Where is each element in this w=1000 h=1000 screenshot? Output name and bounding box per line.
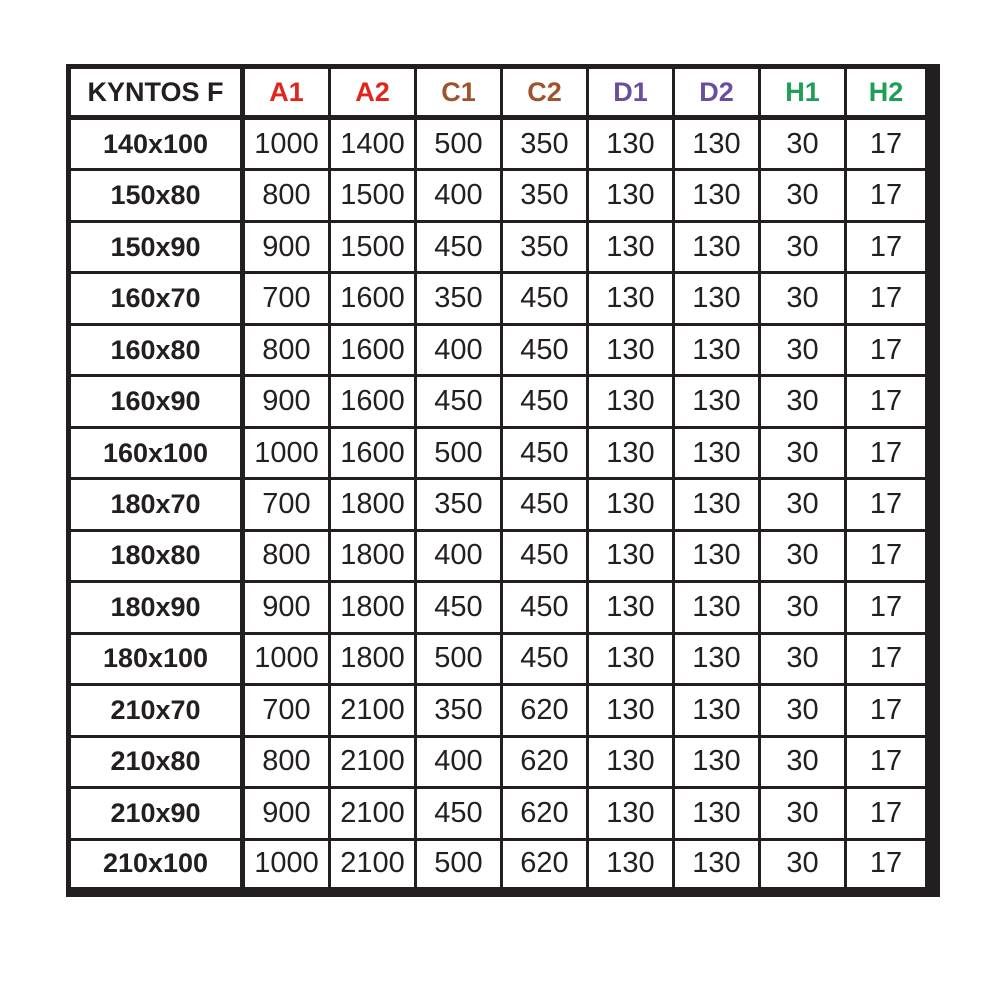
table-cell-c1: 500 [417,120,500,168]
table-cell-d1: 130 [589,532,672,580]
table-cell-h2: 17 [847,120,925,168]
table-cell-h2: 17 [847,429,925,477]
table-cell-a1: 800 [245,532,328,580]
table-cell-a1: 700 [245,480,328,528]
header-model-name: KYNTOS F [71,69,240,115]
table-cell-h2: 17 [847,532,925,580]
table-cell-c2: 450 [503,429,586,477]
table-cell-d1: 130 [589,686,672,734]
table-cell-d2: 130 [675,120,758,168]
row-size-label: 210x90 [71,789,240,837]
column-header-c1: C1 [417,69,500,115]
table-cell-c2: 450 [503,274,586,322]
table-cell-c2: 350 [503,171,586,219]
table-cell-a1: 1000 [245,429,328,477]
table-cell-a2: 2100 [331,841,414,887]
table-cell-h2: 17 [847,377,925,425]
table-cell-d1: 130 [589,841,672,887]
table-cell-d1: 130 [589,377,672,425]
table-cell-c2: 450 [503,326,586,374]
table-cell-a1: 1000 [245,841,328,887]
row-size-label: 180x100 [71,635,240,683]
table-cell-h1: 30 [761,841,844,887]
table-cell-d1: 130 [589,583,672,631]
table-cell-a1: 800 [245,326,328,374]
row-size-label: 180x90 [71,583,240,631]
table-cell-a1: 900 [245,789,328,837]
table-cell-d2: 130 [675,429,758,477]
table-cell-h2: 17 [847,789,925,837]
table-cell-c2: 620 [503,738,586,786]
table-cell-d2: 130 [675,532,758,580]
table-cell-a1: 800 [245,738,328,786]
table-cell-c2: 450 [503,480,586,528]
table-cell-h1: 30 [761,480,844,528]
table-cell-h2: 17 [847,635,925,683]
table-cell-c2: 620 [503,841,586,887]
table-cell-d2: 130 [675,583,758,631]
table-cell-a1: 1000 [245,635,328,683]
table-cell-c2: 350 [503,120,586,168]
row-size-label: 160x70 [71,274,240,322]
column-header-h1: H1 [761,69,844,115]
table-cell-a2: 1600 [331,377,414,425]
table-cell-c1: 350 [417,274,500,322]
table-cell-a2: 1600 [331,274,414,322]
column-header-d1: D1 [589,69,672,115]
table-cell-h2: 17 [847,841,925,887]
table-cell-c1: 350 [417,686,500,734]
table-cell-h1: 30 [761,738,844,786]
dimensions-table [66,64,940,897]
table-cell-a2: 1500 [331,171,414,219]
table-cell-c2: 350 [503,223,586,271]
table-cell-a2: 1500 [331,223,414,271]
column-header-h2: H2 [847,69,925,115]
table-cell-c1: 350 [417,480,500,528]
column-header-a2: A2 [331,69,414,115]
table-cell-h2: 17 [847,686,925,734]
table-cell-a2: 2100 [331,686,414,734]
column-header-a1: A1 [245,69,328,115]
table-cell-c2: 450 [503,635,586,683]
table-cell-h1: 30 [761,635,844,683]
table-cell-h1: 30 [761,789,844,837]
table-cell-d2: 130 [675,171,758,219]
table-cell-d2: 130 [675,326,758,374]
table-cell-h1: 30 [761,274,844,322]
table-cell-h2: 17 [847,583,925,631]
table-cell-a1: 900 [245,583,328,631]
table-cell-c1: 400 [417,738,500,786]
table-cell-a2: 1800 [331,583,414,631]
table-cell-d1: 130 [589,429,672,477]
table-cell-h1: 30 [761,120,844,168]
row-size-label: 210x70 [71,686,240,734]
row-size-label: 210x80 [71,738,240,786]
table-cell-d1: 130 [589,738,672,786]
row-size-label: 150x80 [71,171,240,219]
table-cell-a1: 1000 [245,120,328,168]
table-cell-d1: 130 [589,326,672,374]
table-cell-h1: 30 [761,429,844,477]
table-cell-a2: 1800 [331,480,414,528]
table-cell-d2: 130 [675,789,758,837]
table-cell-a2: 1600 [331,429,414,477]
row-size-label: 160x80 [71,326,240,374]
table-cell-a2: 1400 [331,120,414,168]
row-size-label: 150x90 [71,223,240,271]
table-cell-c1: 450 [417,789,500,837]
table-cell-a1: 900 [245,223,328,271]
table-cell-c2: 450 [503,532,586,580]
table-cell-d1: 130 [589,789,672,837]
table-cell-h1: 30 [761,377,844,425]
table-cell-h1: 30 [761,326,844,374]
table-cell-d2: 130 [675,274,758,322]
row-size-label: 180x80 [71,532,240,580]
table-cell-c1: 500 [417,841,500,887]
table-cell-c1: 400 [417,326,500,374]
table-cell-c2: 450 [503,583,586,631]
table-cell-a2: 2100 [331,789,414,837]
table-cell-c2: 450 [503,377,586,425]
row-size-label: 160x90 [71,377,240,425]
column-header-c2: C2 [503,69,586,115]
table-cell-d2: 130 [675,377,758,425]
table-cell-a2: 1600 [331,326,414,374]
table-cell-d1: 130 [589,274,672,322]
column-header-d2: D2 [675,69,758,115]
dimensions-grid [66,64,940,897]
table-cell-d2: 130 [675,738,758,786]
table-cell-c2: 620 [503,789,586,837]
table-cell-h2: 17 [847,274,925,322]
table-cell-h1: 30 [761,223,844,271]
table-cell-d2: 130 [675,635,758,683]
table-cell-c2: 620 [503,686,586,734]
table-cell-c1: 400 [417,532,500,580]
table-cell-c1: 500 [417,635,500,683]
table-cell-d1: 130 [589,171,672,219]
row-size-label: 180x70 [71,480,240,528]
table-cell-h1: 30 [761,583,844,631]
table-cell-a2: 1800 [331,532,414,580]
table-cell-c1: 400 [417,171,500,219]
table-cell-a2: 1800 [331,635,414,683]
row-size-label: 210x100 [71,841,240,887]
table-cell-d1: 130 [589,480,672,528]
table-cell-d1: 130 [589,635,672,683]
table-cell-h1: 30 [761,532,844,580]
row-size-label: 140x100 [71,120,240,168]
table-cell-a1: 700 [245,274,328,322]
table-cell-h2: 17 [847,223,925,271]
table-cell-c1: 450 [417,583,500,631]
table-cell-a1: 800 [245,171,328,219]
table-cell-c1: 450 [417,377,500,425]
table-cell-d2: 130 [675,223,758,271]
table-cell-d1: 130 [589,223,672,271]
table-cell-d2: 130 [675,686,758,734]
table-cell-d1: 130 [589,120,672,168]
table-cell-h2: 17 [847,738,925,786]
table-cell-c1: 500 [417,429,500,477]
table-cell-c1: 450 [417,223,500,271]
row-size-label: 160x100 [71,429,240,477]
table-cell-h1: 30 [761,171,844,219]
table-cell-a1: 700 [245,686,328,734]
table-cell-h2: 17 [847,480,925,528]
table-cell-h2: 17 [847,326,925,374]
table-cell-h2: 17 [847,171,925,219]
table-cell-a2: 2100 [331,738,414,786]
table-cell-a1: 900 [245,377,328,425]
table-cell-d2: 130 [675,480,758,528]
table-cell-d2: 130 [675,841,758,887]
table-cell-h1: 30 [761,686,844,734]
